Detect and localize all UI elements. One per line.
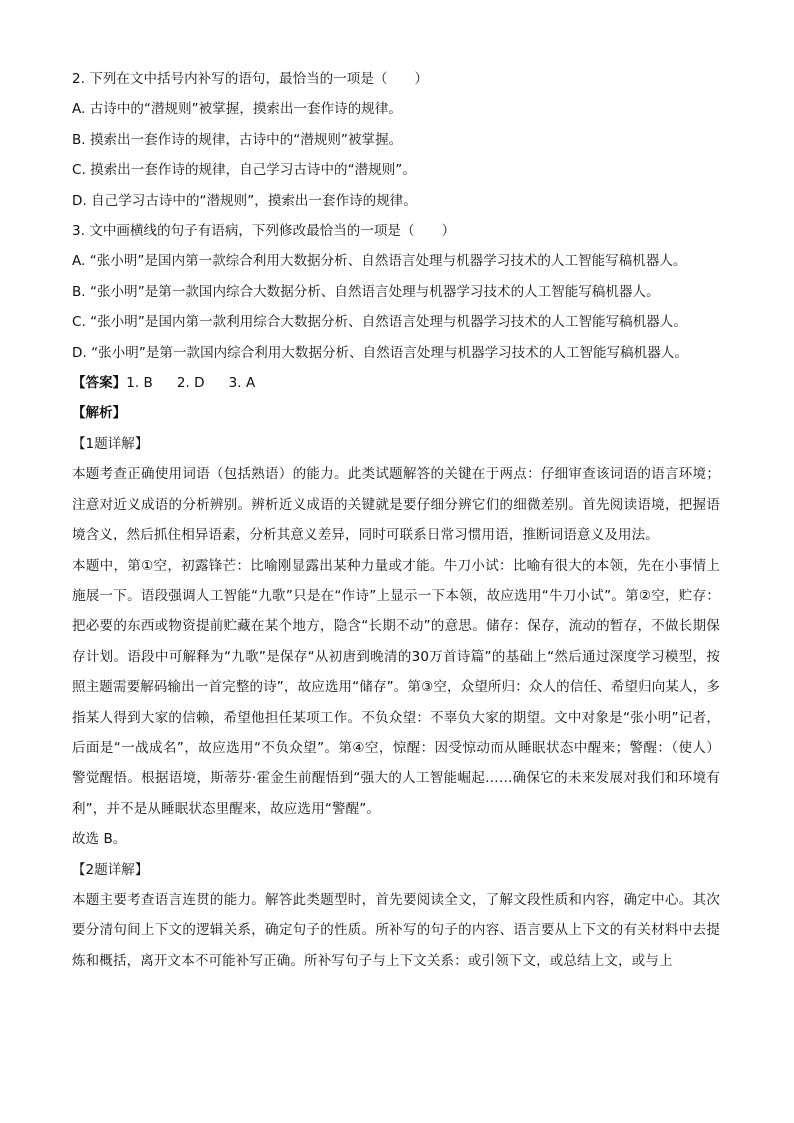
question-3-option-c: C. “张小明”是国内第一款利用综合大数据分析、自然语言处理与机器学习技术的人工智能写稿机器人。 xyxy=(72,314,687,331)
answer-tag: 【答案】 xyxy=(72,375,127,392)
detail-2-paragraph-1: 本题主要考查语言连贯的能力。解答此类题型时，首先要阅读全文，了解文段性质和内容，确定中心。其次要分清句间上下文的逻辑关系，确定句子的性质。所补写的句子的内容、语言要从上下文的有关材料中去提炼和概括，离开文本不可能补写正确。所补写句子与上下文关系：或引领下文，或总结上文，或与上 xyxy=(72,891,720,969)
answer-item-2: 2. D xyxy=(176,375,205,392)
analysis-heading: 【解析】 xyxy=(72,405,127,422)
question-2-option-d: D. 自己学习古诗中的“潜规则”，摸索出一套作诗的规律。 xyxy=(72,192,417,209)
detail-1-paragraph-1: 本题考查正确使用词语（包括熟语）的能力。此类试题解答的关键在于两点：仔细审查该词语的语言环境；注意对近义成语的分析辨别。辨析近义成语的关键就是要仔细分辨它们的细微差别。首先阅读语境，把握语境含义，然后抓住相异语素，分析其意义差异，同时可联系日常习惯用语，推断词语意义及用法。 xyxy=(72,466,720,544)
question-2-option-c: C. 摸索出一套作诗的规律，自己学习古诗中的“潜规则”。 xyxy=(72,162,416,179)
detail-1-paragraph-2: 本题中，第①空，初露锋芒：比喻刚显露出某种力量或才能。牛刀小试：比喻有很大的本领，先在小事情上施展一下。语段强调人工智能“九歌”只是在“作诗”上显示一下本领，故应选用“牛刀小试”。第②空，贮存：把必要的东西或物资提前贮藏在某个地方，隐含“长期不动”的意思。储存：保存，流动的暂存，不做长期保存计划。语段中可解释为“九歌”是保存“从初唐到晚清的30万首诗篇”的基础上“然后通过深度学习模型，按照主题需要解码输出一首完整的诗”，故应选用“储存”。第③空，众望所归：众人的信任、希望归向某人，多指某人得到大家的信赖，希望他担任某项工作。不负众望：不辜负大家的期望。文中对象是“张小明”记者，后面是“一战成名”，故应选用“不负众望”。第④空，惊醒：因受惊动而从睡眠状态中醒来；警醒：（使人）警觉醒悟。根据语境，斯蒂芬·霍金生前醒悟到“强大的人工智能崛起……确保它的未来发展对我们和环境有利”，并不是从睡眠状态里醒来，故应选用“警醒”。 xyxy=(72,557,720,817)
question-2-option-b: B. 摸索出一套作诗的规律，古诗中的“潜规则”被掌握。 xyxy=(72,131,403,148)
detail-2-heading: 【2题详解】 xyxy=(72,861,149,878)
question-2-stem: 2. 下列在文中括号内补写的语句，最恰当的一项是（ ） xyxy=(72,71,429,87)
question-2-option-a: A. 古诗中的“潜规则”被掌握，摸索出一套作诗的规律。 xyxy=(72,101,402,118)
answer-item-3: 3. A xyxy=(228,375,256,392)
question-3-stem: 3. 文中画横线的句子有语病，下列修改最恰当的一项是（ ） xyxy=(72,223,456,240)
document-content xyxy=(72,64,720,976)
answer-item-1: 1. B xyxy=(126,375,153,392)
question-3-option-d: D. “张小明”是第一款国内综合利用大数据分析、自然语言处理与机器学习技术的人工智能写稿机器人。 xyxy=(72,344,688,361)
answer-line xyxy=(72,368,720,398)
question-3-option-b: B. “张小明”是第一款国内综合大数据分析、自然语言处理与机器学习技术的人工智能写稿机器人。 xyxy=(72,283,660,300)
detail-1-conclusion: 故选 B。 xyxy=(72,831,127,848)
question-3-option-a: A. “张小明”是国内第一款综合利用大数据分析、自然语言处理与机器学习技术的人工智能写稿机器人。 xyxy=(72,253,687,270)
detail-1-heading: 【1题详解】 xyxy=(72,435,149,452)
